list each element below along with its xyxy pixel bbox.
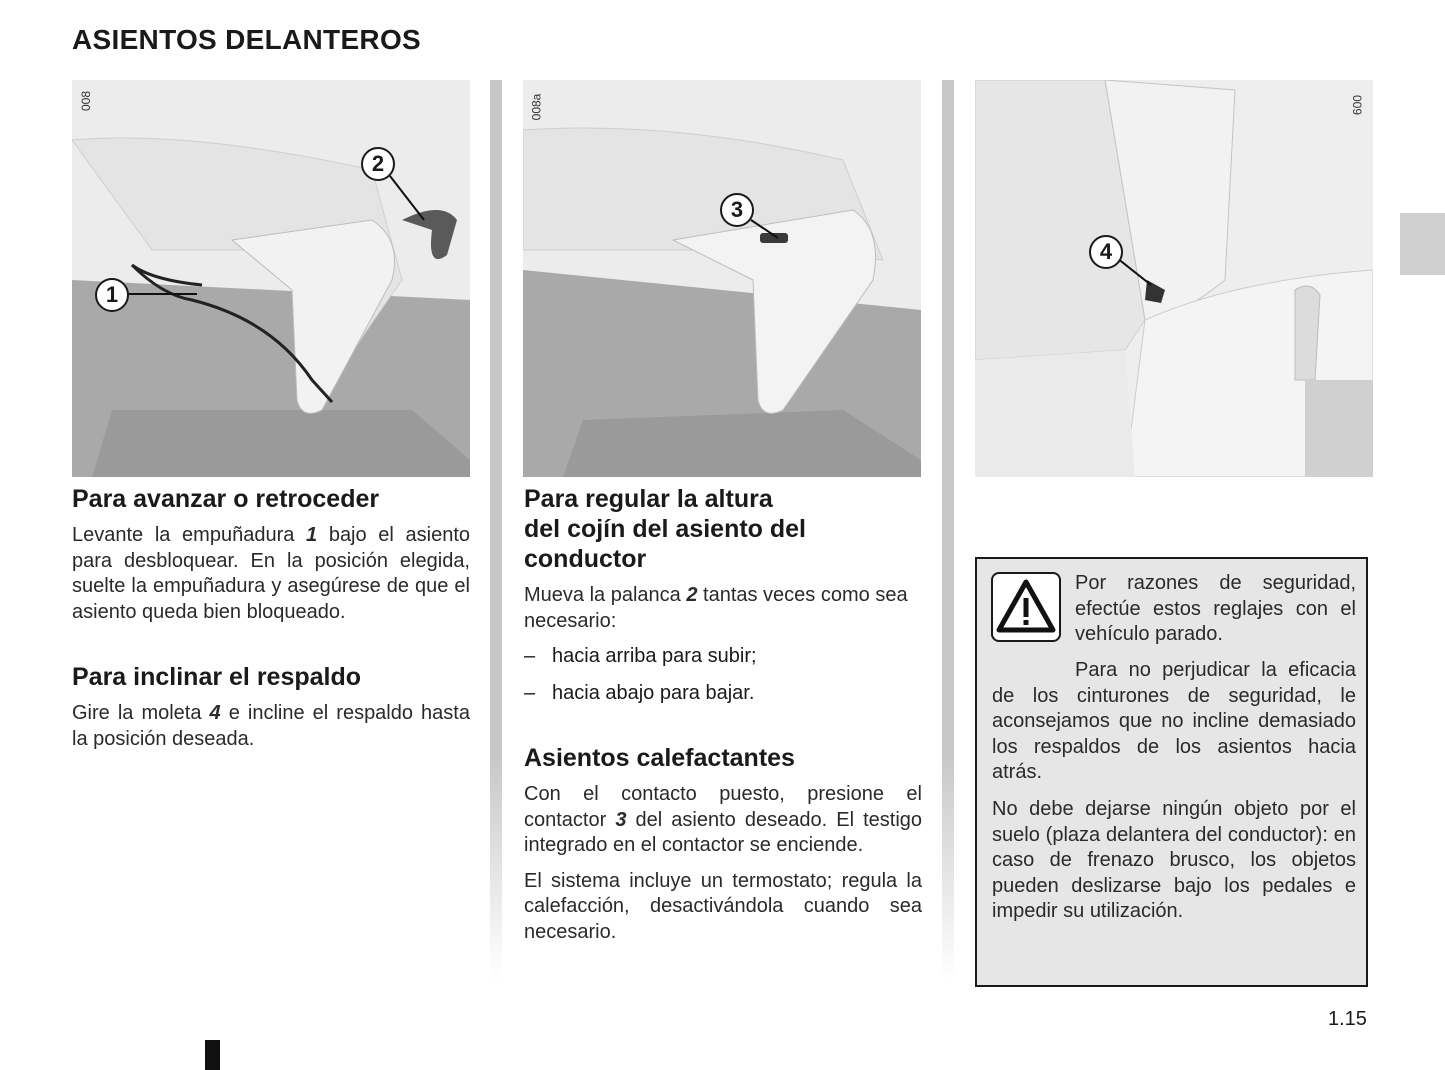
warning-text-1: Por razones de seguridad, efectúe estos reglajes con el vehículo parado. <box>1075 572 1356 645</box>
callout-1: 1 <box>95 278 129 312</box>
column-divider <box>490 80 502 980</box>
list-item: – hacia arriba para subir; <box>524 645 757 667</box>
warning-triangle-icon <box>991 572 1061 642</box>
warning-text-2: Para no perjudicar la eficacia de los cinturones de seguridad, le aconsejamos que no incline demasiado los respaldos de los asientos hacia atrás. <box>992 659 1356 783</box>
paragraph-slide: Levante la empuñadura 1 bajo el asiento para desbloquear. En la posición elegida, suelte la empuñadura y asegúrese de que el asiento queda bien bloqueado. <box>72 524 471 623</box>
warning-text-3: No debe dejarse ningún objeto por el suelo (plaza delantera del conductor): en caso de frenazo brusco, los objetos pueden deslizarse bajo los pedales e impedir su utilización. <box>992 798 1356 922</box>
print-mark <box>205 1040 220 1070</box>
heading-recline: Para inclinar el respaldo <box>72 663 362 691</box>
heading-slide: Para avanzar o retroceder <box>72 485 380 513</box>
heading-heated: Asientos calefactantes <box>524 744 795 772</box>
seat-slide-figure <box>72 80 470 477</box>
paragraph-heated: Con el contacto puesto, presione el contactor 3 del asiento deseado. El testigo integrado en el contactor se enciende. <box>524 783 923 856</box>
figure-code: 008 <box>79 90 94 112</box>
seat-slide-illustration <box>72 80 470 477</box>
seat-height-illustration <box>523 80 921 477</box>
paragraph-recline: Gire la moleta 4 e incline el respaldo hasta la posición deseada. <box>72 702 470 750</box>
seat-height-figure <box>523 80 921 477</box>
column-2 <box>524 482 922 945</box>
callout-3: 3 <box>720 193 754 227</box>
backrest-figure <box>975 80 1373 477</box>
column-1 <box>72 482 470 752</box>
list-item: – hacia abajo para bajar. <box>524 681 755 704</box>
page-number: 1.15 <box>1328 1008 1367 1030</box>
heading-height: Para regular la altura del cojín del asiento del conductor <box>524 485 807 573</box>
callout-4: 4 <box>1089 235 1123 269</box>
column-divider <box>942 80 954 980</box>
paragraph-height: Mueva la palanca 2 tantas veces como sea necesario: <box>524 584 908 632</box>
figure-code: 008a <box>529 93 544 121</box>
warning-box <box>975 557 1368 987</box>
paragraph-thermostat: El sistema incluye un termostato; regula la calefacción, desactivándola cuando sea necesario. <box>524 869 922 943</box>
callout-2: 2 <box>361 147 395 181</box>
figure-code: 009 <box>1350 94 1365 116</box>
backrest-illustration <box>975 80 1373 477</box>
chapter-tab <box>1400 213 1445 275</box>
page-title: ASIENTOS DELANTEROS <box>72 24 422 55</box>
